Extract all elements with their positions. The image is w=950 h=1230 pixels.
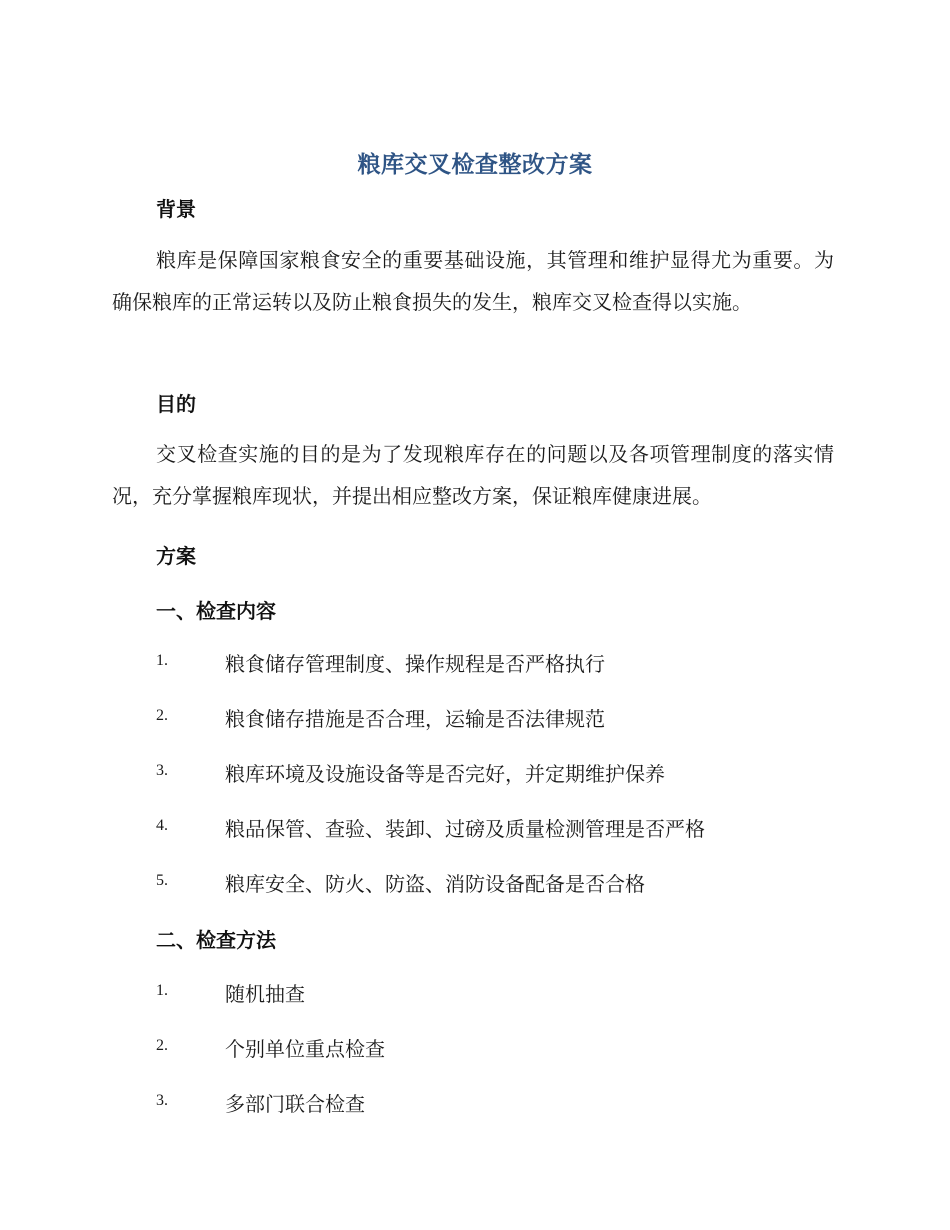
list-text: 个别单位重点检查	[225, 1037, 385, 1061]
list-text: 粮品保管、查验、装卸、过磅及质量检测管理是否严格	[225, 817, 705, 841]
list-text: 随机抽查	[225, 982, 305, 1006]
list-number: 1.	[156, 982, 168, 999]
heading-check-content: 一、检查内容	[156, 599, 276, 623]
list-number: 2.	[156, 1037, 168, 1054]
heading-plan: 方案	[156, 544, 196, 568]
list-text: 粮库安全、防火、防盗、消防设备配备是否合格	[225, 872, 645, 896]
list-number: 5.	[156, 872, 168, 889]
list-number: 4.	[156, 817, 168, 834]
list-text: 多部门联合检查	[225, 1092, 365, 1116]
heading-purpose: 目的	[156, 392, 196, 416]
heading-check-method: 二、检查方法	[156, 928, 276, 952]
heading-background: 背景	[156, 197, 196, 221]
paragraph-purpose: 交叉检查实施的目的是为了发现粮库存在的问题以及各项管理制度的落实情况，充分掌握粮库现状，并提出相应整改方案，保证粮库健康进展。	[112, 442, 834, 508]
document-title: 粮库交叉检查整改方案	[357, 152, 593, 178]
list-number: 3.	[156, 762, 168, 779]
list-number: 3.	[156, 1092, 168, 1109]
list-number: 2.	[156, 707, 168, 724]
paragraph-background: 粮库是保障国家粮食安全的重要基础设施，其管理和维护显得尤为重要。为确保粮库的正常运转以及防止粮食损失的发生，粮库交叉检查得以实施。	[112, 248, 834, 314]
list-text: 粮库环境及设施设备等是否完好，并定期维护保养	[225, 762, 665, 786]
list-number: 1.	[156, 652, 168, 669]
list-text: 粮食储存管理制度、操作规程是否严格执行	[225, 652, 605, 676]
list-text: 粮食储存措施是否合理，运输是否法律规范	[225, 707, 605, 731]
